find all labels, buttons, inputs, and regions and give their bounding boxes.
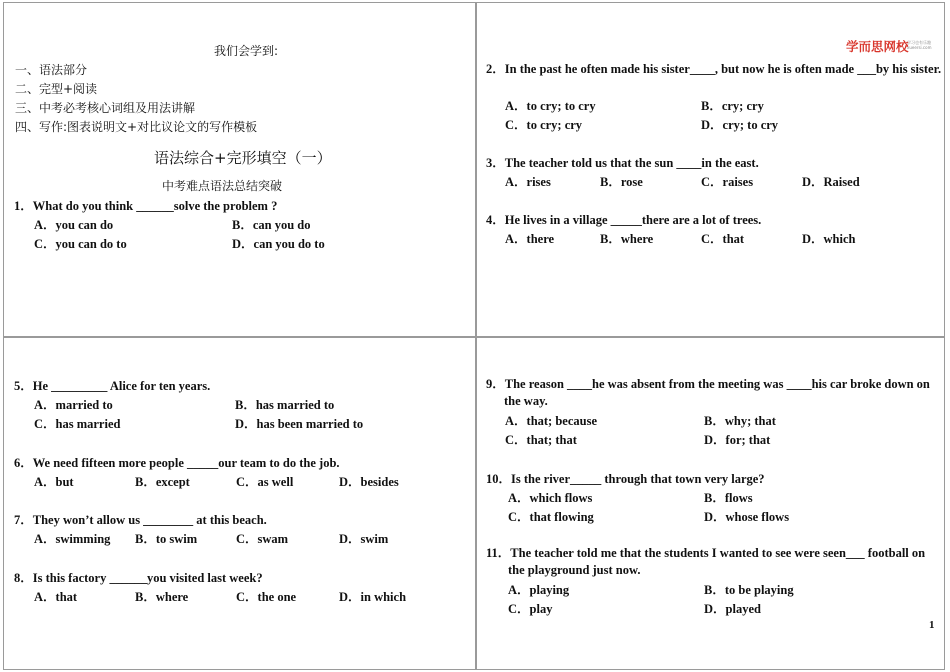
option-b[interactable]: B．cry; cry [701, 99, 764, 113]
question-stem: 4．He lives in a village _____there are a lot of trees. [486, 213, 762, 227]
question-stem: 1．What do you think ______solve the problem ? [14, 199, 278, 213]
question-stem: 7．They won’t allow us ________ at this beach. [14, 513, 267, 527]
question-stem: 2．In the past he often made his sister____, but now he is often made ___by his sister. [486, 62, 942, 76]
intro-item: 四、写作:图表说明文+对比议论文的写作模板 [15, 120, 258, 134]
option-d[interactable]: D．in which [339, 590, 407, 604]
option-c[interactable]: C．you can do to [34, 237, 127, 251]
option-b[interactable]: B．except [135, 475, 190, 489]
option-c[interactable]: C．swam [236, 532, 289, 546]
option-a[interactable]: A．that [34, 590, 78, 604]
option-b[interactable]: B．why; that [704, 414, 776, 428]
option-c[interactable]: C．that; that [505, 433, 577, 447]
option-a[interactable]: A．you can do [34, 218, 114, 232]
option-d[interactable]: D．besides [339, 475, 399, 489]
question-stem: 6．We need fifteen more people _____our team to do the job. [14, 456, 340, 470]
option-a[interactable]: A．rises [505, 175, 551, 189]
option-d[interactable]: D．Raised [802, 175, 860, 189]
option-a[interactable]: A．but [34, 475, 74, 489]
intro-item: 三、中考必考核心词组及用法讲解 [15, 101, 196, 115]
section-subtitle: 中考难点语法总结突破 [162, 179, 283, 193]
option-c[interactable]: C．as well [236, 475, 294, 489]
question-stem: 9．The reason ____he was absent from the meeting was ____his car broke down on the way. [486, 377, 930, 408]
option-a[interactable]: A．there [505, 232, 555, 246]
option-d[interactable]: D．played [704, 602, 761, 616]
intro-item: 二、完型+阅读 [15, 82, 98, 96]
option-b[interactable]: B．can you do [232, 218, 311, 232]
option-c[interactable]: C．that [701, 232, 745, 246]
brand-tagline: 学习也有乐趣 xueersi.com [907, 40, 932, 50]
option-c[interactable]: C．to cry; cry [505, 118, 583, 132]
option-c[interactable]: C．raises [701, 175, 754, 189]
option-d[interactable]: D．for; that [704, 433, 771, 447]
option-c[interactable]: C．play [508, 602, 553, 616]
option-b[interactable]: B．where [600, 232, 654, 246]
option-d[interactable]: D．swim [339, 532, 389, 546]
option-b[interactable]: B．to swim [135, 532, 198, 546]
page-number: 1 [929, 619, 935, 631]
option-a[interactable]: A．which flows [508, 491, 593, 505]
option-d[interactable]: D．can you do to [232, 237, 325, 251]
option-a[interactable]: A．to cry; to cry [505, 99, 596, 113]
option-b[interactable]: B．where [135, 590, 189, 604]
question-stem: 8．Is this factory ______you visited last week? [14, 571, 263, 585]
option-d[interactable]: D．which [802, 232, 856, 246]
option-a[interactable]: A．swimming [34, 532, 111, 546]
intro-item: 一、语法部分 [15, 63, 88, 77]
question-stem: 10．Is the river_____ through that town very large? [486, 472, 765, 486]
section-title: 语法综合+完形填空（一） [154, 149, 332, 167]
option-b[interactable]: B．rose [600, 175, 643, 189]
option-c[interactable]: C．the one [236, 590, 297, 604]
question-stem: 3．The teacher told us that the sun ____in the east. [486, 156, 759, 170]
option-a[interactable]: A．playing [508, 583, 570, 597]
brand-logo: 学而思网校 [846, 39, 909, 54]
option-b[interactable]: B．to be playing [704, 583, 794, 597]
question-stem: 5．He _________ Alice for ten years. [14, 379, 211, 393]
question-stem: 11．The teacher told me that the students I wanted to see were seen___ football on the playground just now. [486, 546, 926, 577]
option-c[interactable]: C．has married [34, 417, 121, 431]
option-b[interactable]: B．flows [704, 491, 753, 505]
option-d[interactable]: D．cry; to cry [701, 118, 779, 132]
option-d[interactable]: D．has been married to [235, 417, 364, 431]
option-a[interactable]: A．married to [34, 398, 113, 412]
option-d[interactable]: D．whose flows [704, 510, 790, 524]
intro-heading: 我们会学到: [214, 44, 279, 58]
option-c[interactable]: C．that flowing [508, 510, 594, 524]
option-b[interactable]: B．has married to [235, 398, 335, 412]
option-a[interactable]: A．that; because [505, 414, 598, 428]
